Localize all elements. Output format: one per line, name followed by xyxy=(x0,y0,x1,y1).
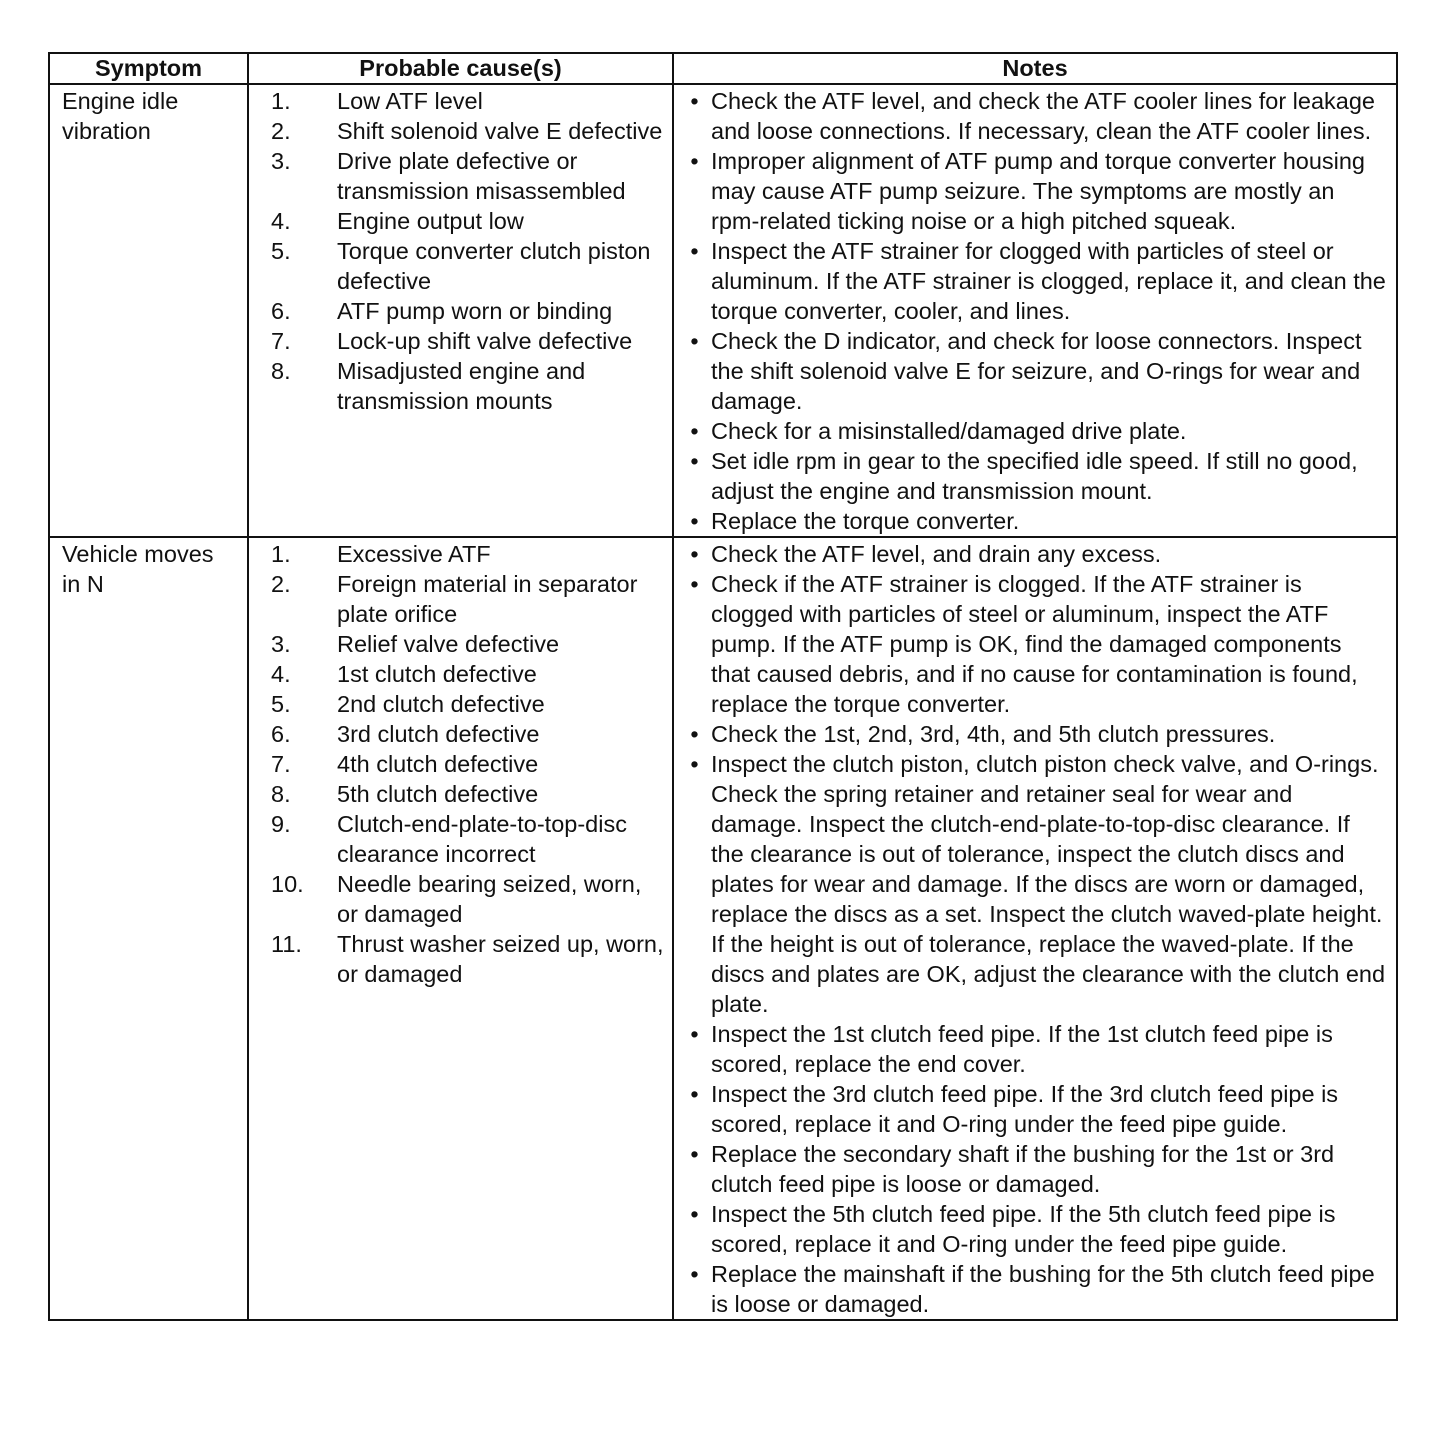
bullet-icon: • xyxy=(690,1261,699,1287)
cause-text: Shift solenoid valve E defective xyxy=(337,118,663,144)
note-item xyxy=(674,1019,1386,1079)
note-text: Check for a misinstalled/damaged drive plate. xyxy=(711,418,1187,444)
note-text: Replace the mainshaft if the bushing for the 5th clutch feed pipe is loose or damaged. xyxy=(711,1261,1375,1317)
bullet-icon: • xyxy=(690,571,699,597)
cause-text: Lock-up shift valve defective xyxy=(337,328,633,354)
cause-number: 4. xyxy=(271,661,291,687)
notes-list xyxy=(674,85,1396,536)
notes-cell xyxy=(673,84,1396,537)
cause-item xyxy=(249,629,666,659)
table-row xyxy=(50,537,1396,1319)
cause-text: Engine output low xyxy=(337,208,524,234)
bullet-icon: • xyxy=(690,1141,699,1167)
note-item xyxy=(674,749,1386,1019)
table-body xyxy=(50,84,1396,1319)
note-item xyxy=(674,539,1386,569)
cause-text: Excessive ATF xyxy=(337,541,491,567)
symptom-cell xyxy=(50,537,248,1319)
bullet-icon: • xyxy=(690,88,699,114)
cause-item xyxy=(249,689,666,719)
probable-causes-cell xyxy=(248,84,673,537)
table-row xyxy=(50,84,1396,537)
cause-number: 4. xyxy=(271,208,291,234)
cause-text: Needle bearing seized, worn, or damaged xyxy=(337,871,642,927)
note-item xyxy=(674,1259,1386,1319)
symptom-header: Symptom xyxy=(50,54,248,84)
note-text: Replace the secondary shaft if the bushing for the 1st or 3rd clutch feed pipe is loose or damaged. xyxy=(711,1141,1335,1197)
bullet-icon: • xyxy=(690,1201,699,1227)
cause-item xyxy=(249,236,666,296)
cause-text: ATF pump worn or binding xyxy=(337,298,613,324)
note-item xyxy=(674,236,1386,326)
cause-text: 1st clutch defective xyxy=(337,661,537,687)
cause-text: Torque converter clutch piston defective xyxy=(337,238,651,294)
cause-text: Relief valve defective xyxy=(337,631,560,657)
cause-number: 10. xyxy=(271,871,304,897)
cause-list xyxy=(249,538,672,989)
bullet-icon: • xyxy=(690,148,699,174)
bullet-icon: • xyxy=(690,238,699,264)
cause-item xyxy=(249,326,666,356)
cause-item xyxy=(249,539,666,569)
notes-header: Notes xyxy=(673,54,1396,84)
cause-item xyxy=(249,869,666,929)
cause-item xyxy=(249,719,666,749)
note-item xyxy=(674,146,1386,236)
note-item xyxy=(674,86,1386,146)
cause-text: 4th clutch defective xyxy=(337,751,539,777)
bullet-icon: • xyxy=(690,508,699,534)
bullet-icon: • xyxy=(690,541,699,567)
cause-number: 5. xyxy=(271,691,291,717)
cause-number: 7. xyxy=(271,328,291,354)
note-item xyxy=(674,1199,1386,1259)
note-text: Replace the torque converter. xyxy=(711,508,1020,534)
symptom-cell xyxy=(50,84,248,537)
bullet-icon: • xyxy=(690,721,699,747)
cause-text: 5th clutch defective xyxy=(337,781,539,807)
bullet-icon: • xyxy=(690,751,699,777)
probable-causes-header: Probable cause(s) xyxy=(248,54,673,84)
troubleshooting-table-frame xyxy=(48,52,1398,1321)
cause-list xyxy=(249,85,672,416)
cause-number: 6. xyxy=(271,298,291,324)
probable-causes-cell xyxy=(248,537,673,1319)
note-item xyxy=(674,506,1386,536)
note-text: Inspect the clutch piston, clutch piston check valve, and O-rings. Check the spring retainer and retainer seal for wear and damage. Inspect the clutch-end-plate-to-top-disc clearance. If the clearance is out of tolerance, inspect the clutch discs and plates for wear and damage. If the discs are worn or damaged, replace the discs as a set. Inspect the clutch waved-plate height. If the height is out of tolerance, replace the waved-plate. If the discs and plates are OK, adjust the clearance with the clutch end plate. xyxy=(711,751,1386,1017)
cause-item xyxy=(249,929,666,989)
cause-text: Clutch-end-plate-to-top-disc clearance incorrect xyxy=(337,811,627,867)
cause-number: 3. xyxy=(271,148,291,174)
cause-number: 8. xyxy=(271,781,291,807)
note-item xyxy=(674,1139,1386,1199)
note-text: Inspect the 1st clutch feed pipe. If the 1st clutch feed pipe is scored, replace the end cover. xyxy=(711,1021,1333,1077)
bullet-icon: • xyxy=(690,328,699,354)
note-text: Improper alignment of ATF pump and torque converter housing may cause ATF pump seizure. The symptoms are mostly an rpm-related ticking noise or a high pitched squeak. xyxy=(711,148,1366,234)
cause-text: Foreign material in separator plate orifice xyxy=(337,571,638,627)
notes-cell xyxy=(673,537,1396,1319)
cause-item xyxy=(249,569,666,629)
cause-number: 5. xyxy=(271,238,291,264)
cause-text: Thrust washer seized up, worn, or damaged xyxy=(337,931,664,987)
note-text: Check the ATF level, and check the ATF cooler lines for leakage and loose connections. If necessary, clean the ATF cooler lines. xyxy=(711,88,1375,144)
cause-item xyxy=(249,86,666,116)
note-item xyxy=(674,569,1386,719)
note-text: Check the ATF level, and drain any excess. xyxy=(711,541,1162,567)
note-text: Check the D indicator, and check for loose connectors. Inspect the shift solenoid valve E for seizure, and O-rings for wear and damage. xyxy=(711,328,1362,414)
cause-text: Drive plate defective or transmission misassembled xyxy=(337,148,626,204)
cause-number: 7. xyxy=(271,751,291,777)
note-text: Inspect the ATF strainer for clogged with particles of steel or aluminum. If the ATF strainer is clogged, replace it, and clean the torque converter, cooler, and lines. xyxy=(711,238,1386,324)
note-item xyxy=(674,719,1386,749)
troubleshooting-table xyxy=(50,54,1396,1319)
bullet-icon: • xyxy=(690,448,699,474)
cause-item xyxy=(249,116,666,146)
bullet-icon: • xyxy=(690,418,699,444)
cause-number: 1. xyxy=(271,88,291,114)
note-item xyxy=(674,446,1386,506)
cause-number: 3. xyxy=(271,631,291,657)
cause-number: 2. xyxy=(271,571,291,597)
cause-item xyxy=(249,779,666,809)
cause-text: 2nd clutch defective xyxy=(337,691,545,717)
bullet-icon: • xyxy=(690,1021,699,1047)
note-text: Check the 1st, 2nd, 3rd, 4th, and 5th clutch pressures. xyxy=(711,721,1276,747)
cause-number: 9. xyxy=(271,811,291,837)
note-text: Set idle rpm in gear to the specified idle speed. If still no good, adjust the engine and transmission mount. xyxy=(711,448,1358,504)
cause-item xyxy=(249,296,666,326)
header-row xyxy=(50,54,1396,84)
cause-item xyxy=(249,146,666,206)
cause-item xyxy=(249,356,666,416)
note-item xyxy=(674,1079,1386,1139)
cause-number: 6. xyxy=(271,721,291,747)
note-item xyxy=(674,416,1386,446)
cause-item xyxy=(249,206,666,236)
note-item xyxy=(674,326,1386,416)
cause-item xyxy=(249,809,666,869)
cause-number: 1. xyxy=(271,541,291,567)
cause-text: Low ATF level xyxy=(337,88,483,114)
note-text: Check if the ATF strainer is clogged. If the ATF strainer is clogged with particles of steel or aluminum, inspect the ATF pump. If the ATF pump is OK, find the damaged components that caused debris, and if no cause for contamination is found, replace the torque converter. xyxy=(711,571,1358,717)
symptom-text: Engine idle vibration xyxy=(62,88,179,144)
cause-text: Misadjusted engine and transmission mounts xyxy=(337,358,586,414)
note-text: Inspect the 5th clutch feed pipe. If the 5th clutch feed pipe is scored, replace it and O-ring under the feed pipe guide. xyxy=(711,1201,1336,1257)
cause-number: 2. xyxy=(271,118,291,144)
note-text: Inspect the 3rd clutch feed pipe. If the 3rd clutch feed pipe is scored, replace it and O-ring under the feed pipe guide. xyxy=(711,1081,1339,1137)
cause-text: 3rd clutch defective xyxy=(337,721,540,747)
bullet-icon: • xyxy=(690,1081,699,1107)
cause-item xyxy=(249,749,666,779)
cause-item xyxy=(249,659,666,689)
cause-number: 8. xyxy=(271,358,291,384)
symptom-text: Vehicle moves in N xyxy=(62,541,214,597)
cause-number: 11. xyxy=(271,931,302,957)
notes-list xyxy=(674,538,1396,1319)
